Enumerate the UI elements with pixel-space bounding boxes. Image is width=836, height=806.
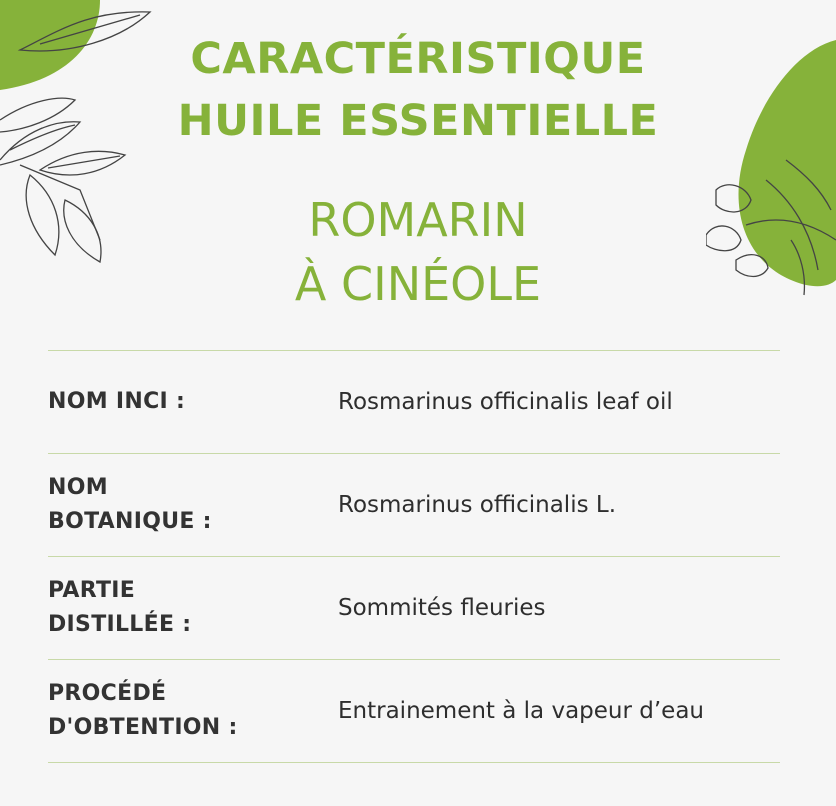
row-label [48, 471, 338, 539]
row-label [48, 385, 338, 419]
subtitle-line-1: ROMARIN [308, 193, 528, 247]
row-label-line: BOTANIQUE : [48, 509, 212, 534]
table-row [48, 454, 780, 557]
row-label-line: PROCÉDÉ [48, 681, 167, 706]
page-title [0, 28, 836, 152]
row-value: Entrainement à la vapeur d’eau [338, 698, 704, 724]
row-label [48, 574, 338, 642]
row-label-line: NOM INCI : [48, 389, 186, 414]
row-label [48, 677, 338, 745]
row-value: Sommités fleuries [338, 595, 546, 621]
table-row [48, 351, 780, 454]
row-label-line: NOM [48, 475, 108, 500]
row-label-line: DISTILLÉE : [48, 612, 192, 637]
oil-name [0, 188, 836, 316]
subtitle-line-2: À CINÉOLE [294, 257, 542, 311]
title-line-1: CARACTÉRISTIQUE [190, 34, 646, 84]
row-label-line: PARTIE [48, 578, 136, 603]
row-label-line: D'OBTENTION : [48, 715, 238, 740]
title-line-2: HUILE ESSENTIELLE [177, 96, 659, 146]
table-row [48, 660, 780, 763]
table-row [48, 557, 780, 660]
row-value: Rosmarinus officinalis L. [338, 492, 617, 518]
row-value: Rosmarinus officinalis leaf oil [338, 389, 673, 415]
characteristics-table [48, 350, 780, 763]
